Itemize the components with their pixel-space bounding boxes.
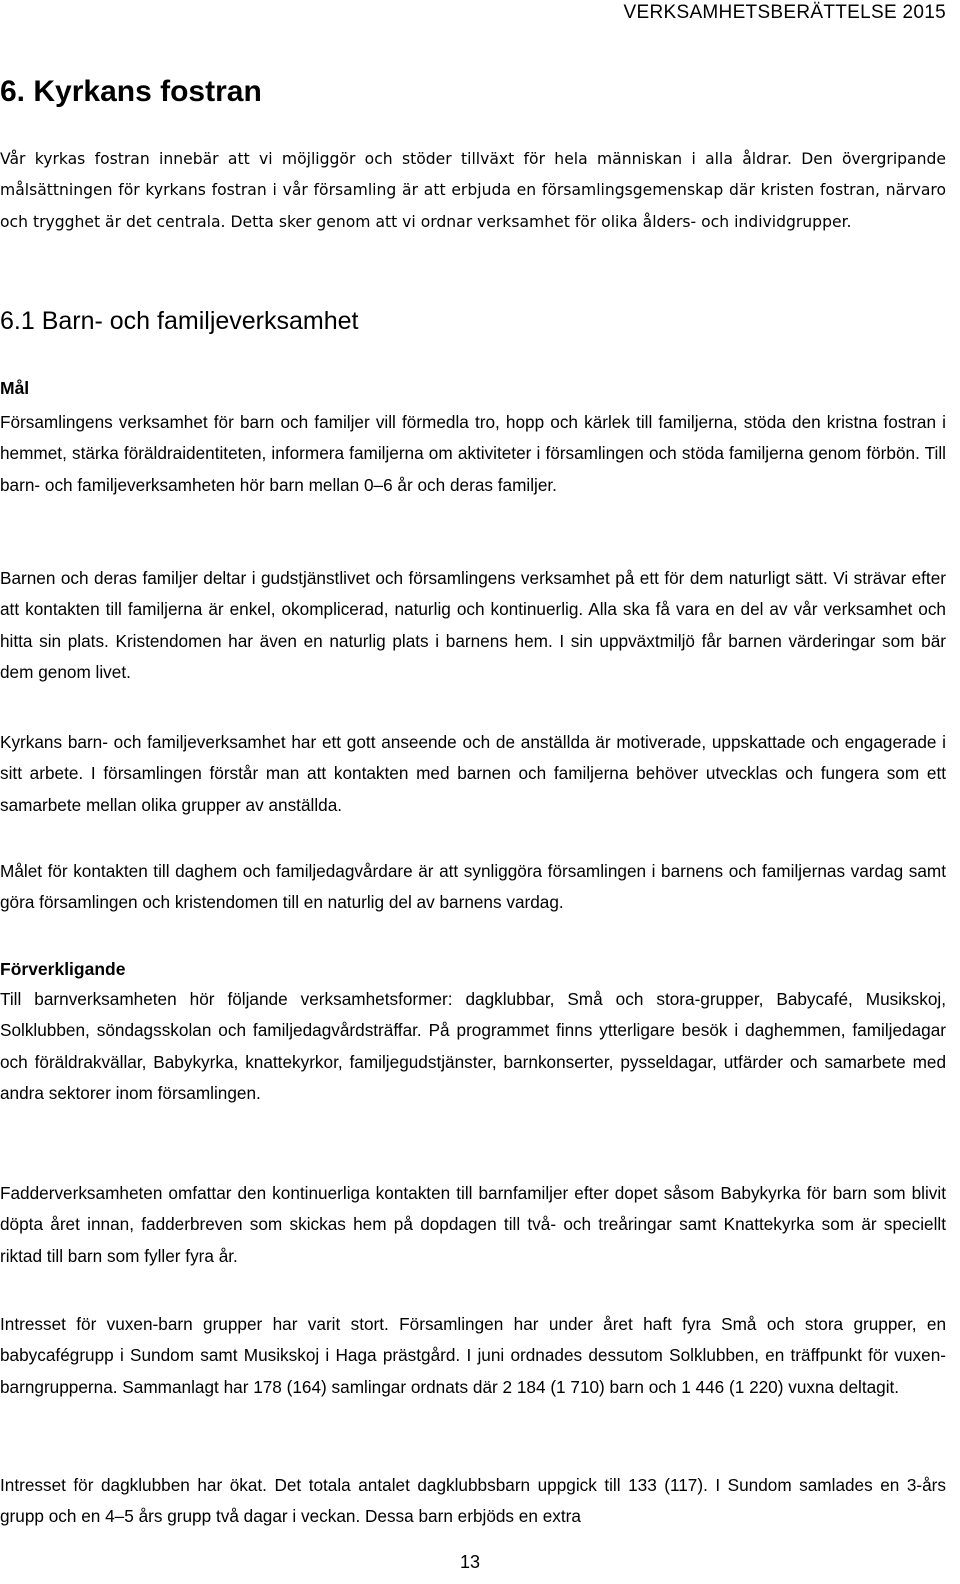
subsection-title: 6.1 Barn- och familjeverksamhet bbox=[0, 307, 359, 335]
paragraph-participation: Barnen och deras familjer deltar i gudstjänstlivet och församlingens verksamhet på ett för dem naturligt sätt. Vi strävar efter att kontakten till familjerna är enkel, okomplicerad, naturlig och kontinuerlig. Alla ska få vara en del av vår verksamhet och hitta sin plats. Kristendomen har även en naturlig plats i barnens hem. I sin uppväxtmiljö får barnen värderingar som bär dem genom livet. bbox=[0, 568, 946, 682]
running-header: VERKSAMHETSBERÄTTELSE 2015 bbox=[623, 2, 946, 23]
paragraph-reputation: Kyrkans barn- och familjeverksamhet har ett gott anseende och de anställda är motiverade, uppskattade och engagerade i sitt arbete. I församlingen förstår man att kontakten med barnen och familjerna behöver utvecklas och fungera som ett samarbete mellan olika grupper av anställda. bbox=[0, 732, 946, 815]
goal-paragraph: Församlingens verksamhet för barn och familjer vill förmedla tro, hopp och kärlek till familjerna, stöda den kristna fostran i hemmet, stärka föräldraidentiteten, informera familjerna om aktiviteter i församlingen och stöda familjerna genom förbön. Till barn- och familjeverksamheten hör barn mellan 0–6 år och deras familjer. bbox=[0, 412, 946, 495]
goal-label: Mål bbox=[0, 378, 30, 398]
implementation-paragraph: Till barnverksamheten hör följande verksamhetsformer: dagklubbar, Små och stora-grupper, Babycafé, Musikskoj, Solklubben, söndagsskolan och familjedagvårdsträffar. På programmet finns ytterligare besök i daghemmen, familjedagar och föräldrakvällar, Babykyrka, knattekyrkor, familjegudstjänster, barnkonserter, pysseldagar, utfärder och samarbete med andra sektorer inom församlingen. bbox=[0, 989, 946, 1103]
implementation-label: Förverkligande bbox=[0, 959, 126, 979]
paragraph-groups: Intresset för vuxen-barn grupper har varit stort. Församlingen har under året haft fyra Små och stora grupper, en babycafégrupp i Sundom samt Musikskoj i Haga prästgård. I juni ordnades dessutom Solklubben, en träffpunkt för vuxen-barngrupperna. Sammanlagt har 178 (164) samlingar ordnats där 2 184 (1 710) barn och 1 446 (1 220) vuxna deltagit. bbox=[0, 1314, 946, 1397]
page-number: 13 bbox=[460, 1552, 481, 1572]
paragraph-dayclub: Intresset för dagklubben har ökat. Det totala antalet dagklubbsbarn uppgick till 133 (117). I Sundom samlades en 3-års grupp och en 4–5 års grupp två dagar i veckan. Dessa barn erbjöds en extra bbox=[0, 1475, 946, 1527]
section-title: 6. Kyrkans fostran bbox=[0, 75, 262, 108]
paragraph-daycare-goal: Målet för kontakten till daghem och familjedagvårdare är att synliggöra församlingen i barnens och familjernas vardag samt göra församlingen och kristendomen till en naturlig del av barnens vardag. bbox=[0, 861, 946, 913]
paragraph-godparent: Fadderverksamheten omfattar den kontinuerliga kontakten till barnfamiljer efter dopet såsom Babykyrka för barn som blivit döpta året innan, fadderbreven som skickas hem på dopdagen till två- och treåringar samt Knattekyrka som är speciellt riktad till barn som fyller fyra år. bbox=[0, 1183, 946, 1266]
intro-paragraph: Vår kyrkas fostran innebär att vi möjliggör och stöder tillväxt för hela människan i alla åldrar. Den övergripande målsättningen för kyrkans fostran i vår församling är att erbjuda en församlingsgemenskap där kristen fostran, närvaro och trygghet är det centrala. Detta sker genom att vi ordnar verksamhet för olika ålders- och individgrupper. bbox=[0, 150, 946, 231]
